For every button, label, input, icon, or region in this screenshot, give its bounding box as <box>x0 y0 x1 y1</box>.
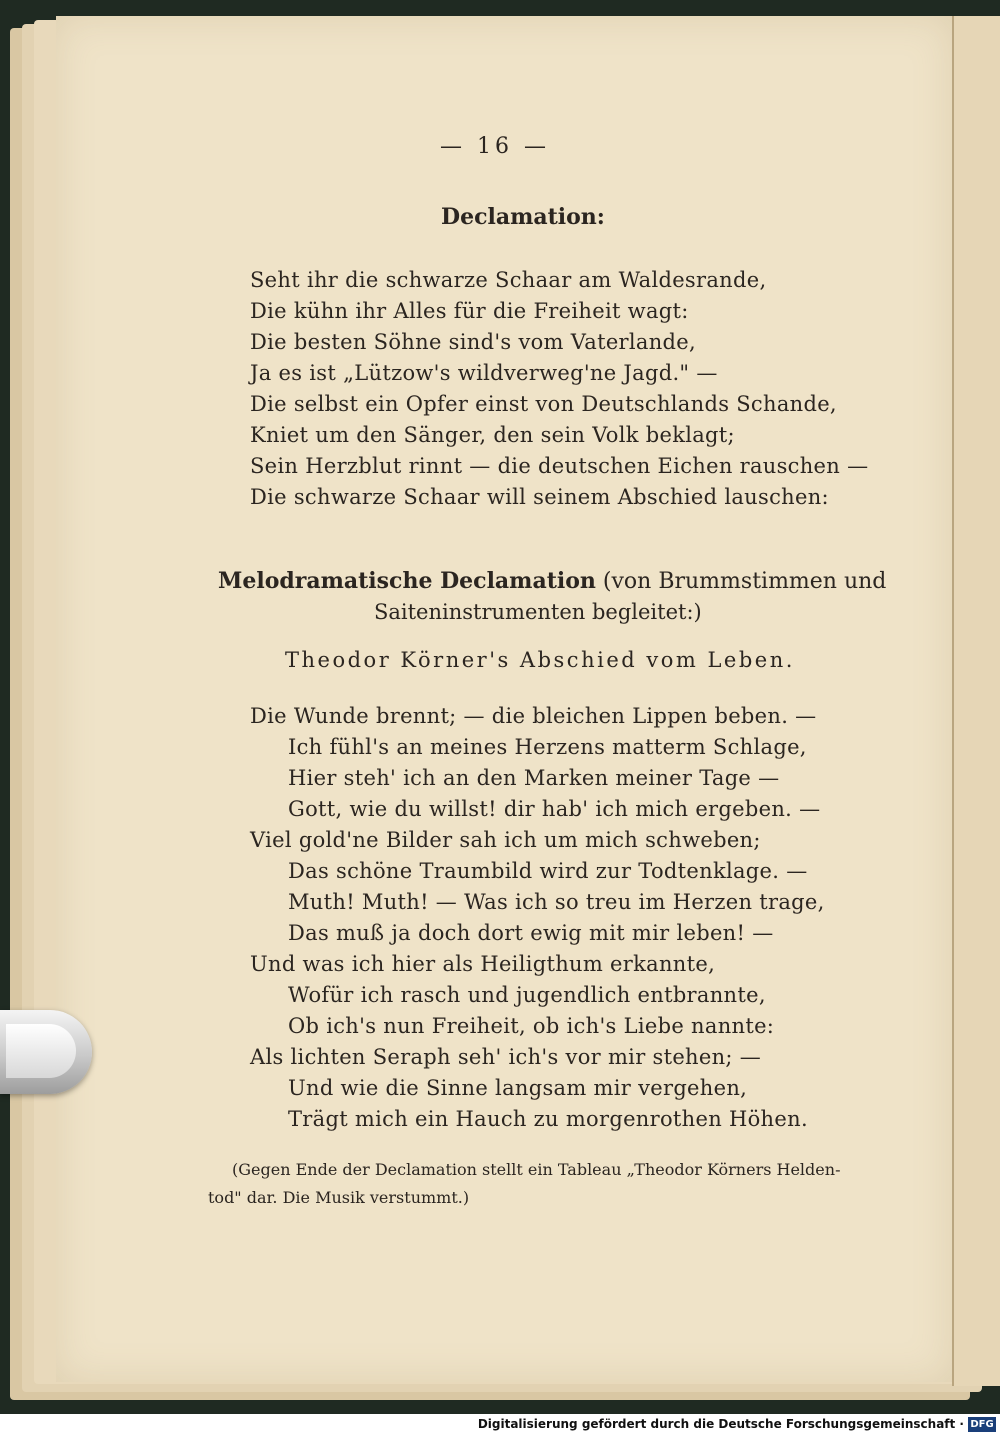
page-number: — 16 — <box>440 134 550 159</box>
stage-direction-line: tod" dar. Die Musik verstummt.) <box>208 1188 470 1207</box>
poem-title: Theodor Körner's Abschied vom Leben. <box>285 648 795 672</box>
verse-line: Als lichten Seraph seh' ich's vor mir stehen; — <box>250 1045 762 1069</box>
dfg-logo: DFG <box>968 1417 996 1432</box>
verse-line: Ich fühl's an meines Herzens matterm Schlage, <box>288 735 807 759</box>
verse-line: Die Wunde brennt; — die bleichen Lippen beben. — <box>250 704 817 728</box>
verse-line: Viel gold'ne Bilder sah ich um mich schweben; <box>250 828 761 852</box>
verse-line: Die selbst ein Opfer einst von Deutschlands Schande, <box>250 392 837 416</box>
verse-line: Seht ihr die schwarze Schaar am Waldesrande, <box>250 268 767 292</box>
melodrama-heading-rest: (von Brummstimmen und <box>602 569 887 594</box>
melodrama-heading-continued: Saiteninstrumenten begleitet:) <box>374 600 702 624</box>
verse-line: Die schwarze Schaar will seinem Abschied lauschen: <box>250 485 829 509</box>
melodrama-heading-bold: Melodramatische Declamation <box>218 568 596 594</box>
verse-line: Das schöne Traumbild wird zur Todtenklage. — <box>288 859 808 883</box>
stage-direction-line: (Gegen Ende der Declamation stellt ein Tableau „Theodor Körners Helden- <box>232 1160 841 1179</box>
verse-line: Sein Herzblut rinnt — die deutschen Eichen rauschen — <box>250 454 869 478</box>
verse-line: Kniet um den Sänger, den sein Volk beklagt; <box>250 423 735 447</box>
verse-line: Und was ich hier als Heiligthum erkannte, <box>250 952 716 976</box>
section-heading: Declamation: <box>441 204 605 230</box>
verse-line: Muth! Muth! — Was ich so treu im Herzen trage, <box>288 890 825 914</box>
verse-line: Das muß ja doch dort ewig mit mir leben! — <box>288 921 774 945</box>
verse-line: Wofür ich rasch und jugendlich entbrannte, <box>288 983 766 1007</box>
verse-line: Trägt mich ein Hauch zu morgenrothen Höhen. <box>288 1107 808 1131</box>
facing-page-edge <box>952 16 1000 1386</box>
book-page <box>56 16 952 1382</box>
verse-line: Und wie die Sinne langsam mir vergehen, <box>288 1076 748 1100</box>
verse-line: Die kühn ihr Alles für die Freiheit wagt: <box>250 299 689 323</box>
verse-line: Gott, wie du willst! dir hab' ich mich ergeben. — <box>288 797 821 821</box>
footer-credit: Digitalisierung gefördert durch die Deutsche Forschungsgemeinschaft · <box>477 1417 964 1431</box>
verse-line: Die besten Söhne sind's vom Vaterlande, <box>250 330 697 354</box>
verse-line: Ob ich's nun Freiheit, ob ich's Liebe nannte: <box>288 1014 775 1038</box>
melodrama-heading <box>218 568 886 594</box>
verse-line: Ja es ist „Lützow's wildverweg'ne Jagd." — <box>250 361 718 385</box>
page-clip-holder <box>0 1010 92 1094</box>
verse-line: Hier steh' ich an den Marken meiner Tage — <box>288 766 780 790</box>
footer-credit-bar <box>0 1414 1000 1436</box>
